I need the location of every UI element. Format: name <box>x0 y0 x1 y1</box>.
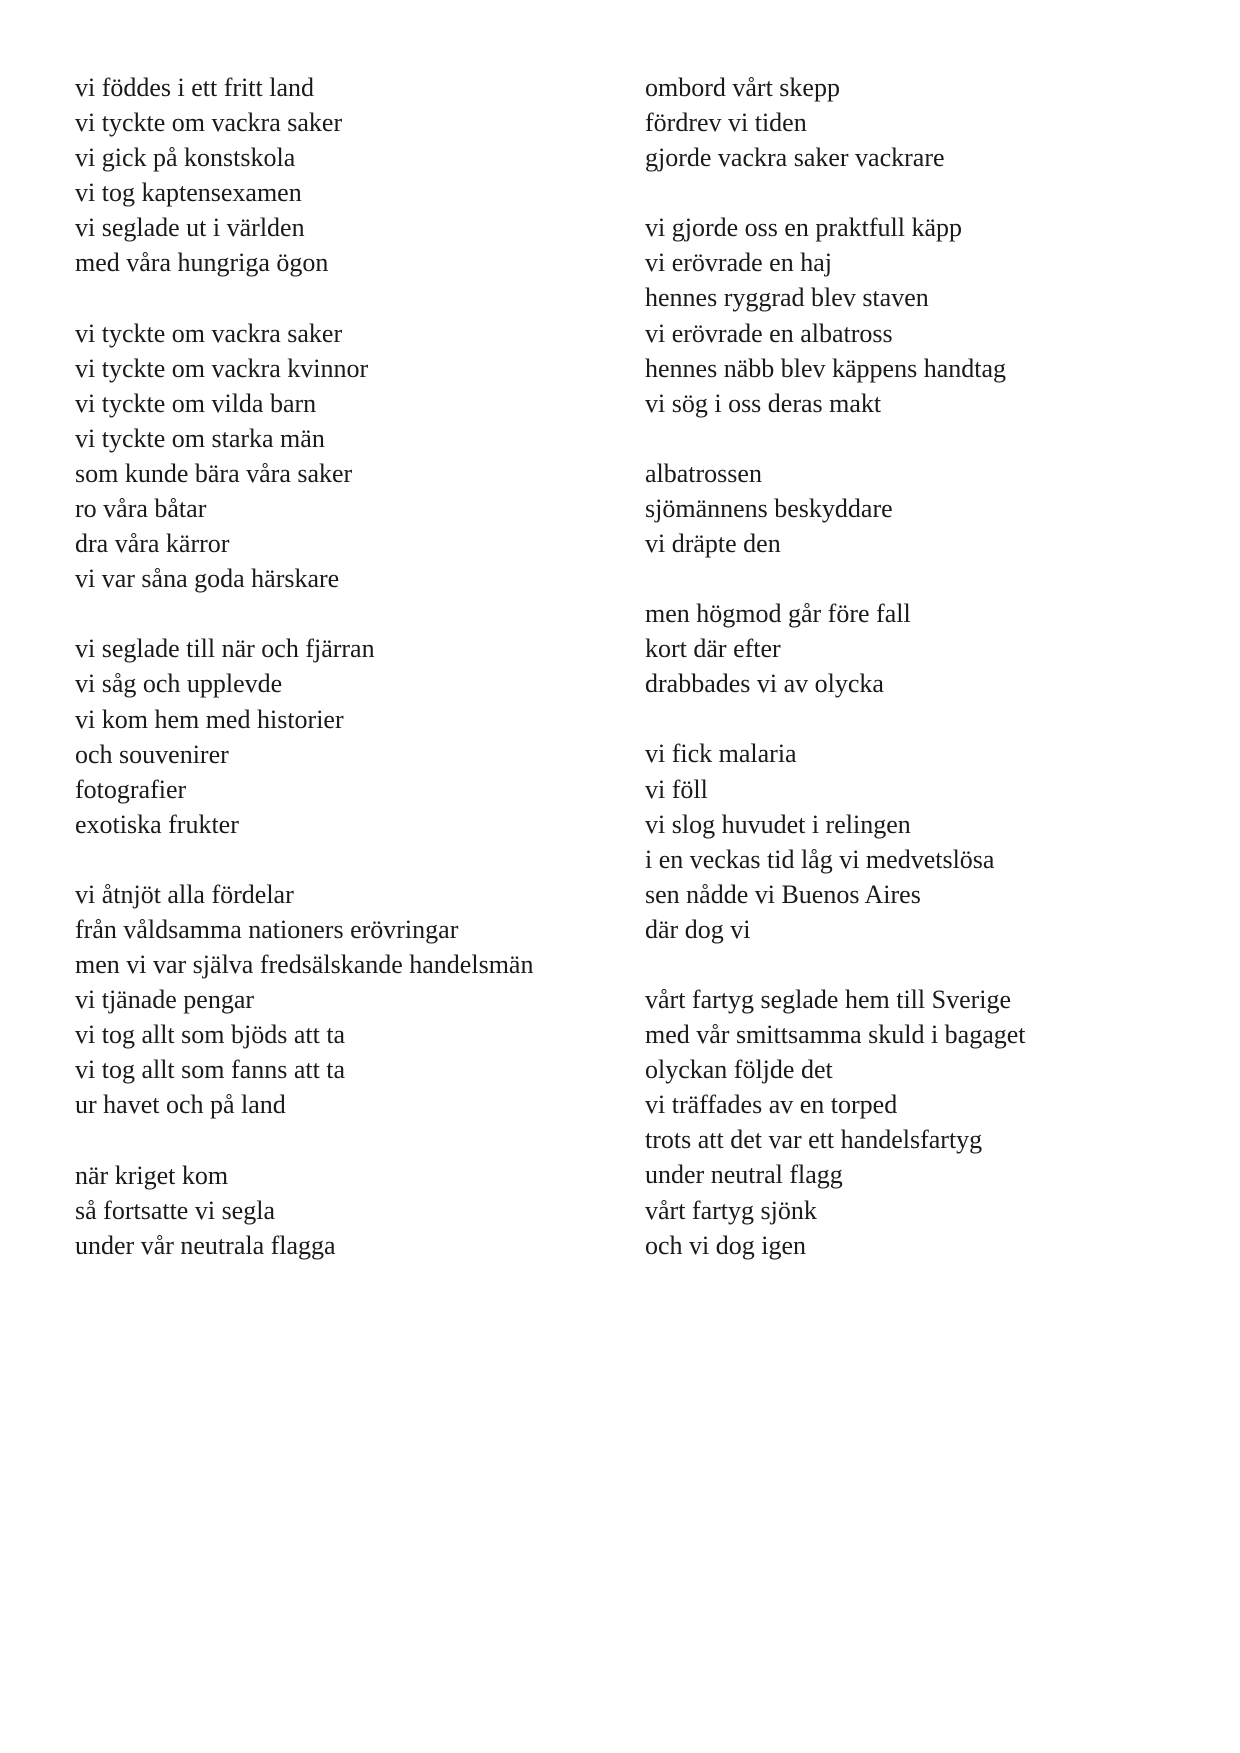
stanza <box>645 210 1205 421</box>
poem-line: vi dräpte den <box>645 529 781 559</box>
stanza <box>645 456 1205 561</box>
poem-line: vi tog allt som bjöds att ta <box>75 1020 346 1050</box>
poem-line: vi fick malaria <box>645 739 797 769</box>
poem-line: hennes ryggrad blev staven <box>645 283 929 313</box>
poem-line: hennes näbb blev käppens handtag <box>645 353 1007 383</box>
poem-line: vi sög i oss deras makt <box>645 388 882 418</box>
poem-line: vi tyckte om starka män <box>75 423 325 453</box>
poem-line: gjorde vackra saker vackrare <box>645 143 945 173</box>
poem-line: vi föll <box>645 774 708 804</box>
stanza <box>75 631 635 842</box>
poem-line: drabbades vi av olycka <box>645 669 884 699</box>
poem-line: kort där efter <box>645 634 781 664</box>
poem-line: olyckan följde det <box>645 1055 833 1085</box>
poem-line: vi kom hem med historier <box>75 704 344 734</box>
poem-line: vi tyckte om vackra kvinnor <box>75 353 369 383</box>
poem-line: vi var såna goda härskare <box>75 564 340 594</box>
poem-line: i en veckas tid låg vi medvetslösa <box>645 844 995 874</box>
stanza <box>75 316 635 597</box>
poem-line: under vår neutrala flagga <box>75 1230 336 1260</box>
poem-column-left <box>75 70 635 1298</box>
poem-line: och souvenirer <box>75 739 229 769</box>
poem-line: vi tog allt som fanns att ta <box>75 1055 346 1085</box>
poem-line: men högmod går före fall <box>645 599 911 629</box>
poem-line: vi tyckte om vilda barn <box>75 388 317 418</box>
poem-line: vi gjorde oss en praktfull käpp <box>645 213 962 243</box>
poem-line: trots att det var ett handelsfartyg <box>645 1125 983 1155</box>
poem-line: vi gick på konstskola <box>75 143 296 173</box>
poem-line: med våra hungriga ögon <box>75 248 329 278</box>
poem-line: och vi dog igen <box>645 1230 807 1260</box>
poem-line: från våldsamma nationers erövringar <box>75 914 459 944</box>
poem-line: vi såg och upplevde <box>75 669 283 699</box>
poem-column-right <box>645 70 1205 1298</box>
poem-line: men vi var själva fredsälskande handelsmän <box>75 950 534 980</box>
poem-line: sen nådde vi Buenos Aires <box>645 879 921 909</box>
poem-line: fotografier <box>75 774 187 804</box>
stanza <box>645 596 1205 701</box>
poem-line: albatrossen <box>645 458 762 488</box>
poem-line: vi seglade ut i världen <box>75 213 305 243</box>
poem-line: vi åtnjöt alla fördelar <box>75 879 294 909</box>
poem-line: vi tyckte om vackra saker <box>75 318 343 348</box>
stanza <box>645 982 1205 1263</box>
poem-line: ur havet och på land <box>75 1090 286 1120</box>
stanza <box>75 70 635 281</box>
poem-line: där dog vi <box>645 914 751 944</box>
poem-line: vi tyckte om vackra saker <box>75 108 343 138</box>
stanza <box>645 736 1205 947</box>
poem-line: dra våra kärror <box>75 529 230 559</box>
poem-line: sjömännens beskyddare <box>645 493 893 523</box>
poem-line: ombord vårt skepp <box>645 73 840 102</box>
stanza <box>75 877 635 1123</box>
poem-line: vi tog kaptensexamen <box>75 178 302 208</box>
poem-line: exotiska frukter <box>75 809 239 839</box>
poem-line: vi erövrade en albatross <box>645 318 893 348</box>
poem-line: vårt fartyg sjönk <box>645 1195 817 1225</box>
poem-line: så fortsatte vi segla <box>75 1195 275 1225</box>
poem-line: vi tjänade pengar <box>75 985 255 1015</box>
poem-line: när kriget kom <box>75 1160 229 1190</box>
poem-line: vårt fartyg seglade hem till Sverige <box>645 984 1012 1014</box>
poem-line: vi erövrade en haj <box>645 248 832 278</box>
poem-line: under neutral flagg <box>645 1160 843 1190</box>
stanza <box>75 1158 635 1263</box>
poem-line: fördrev vi tiden <box>645 108 807 138</box>
poem-line: vi träffades av en torped <box>645 1090 898 1120</box>
poem-line: vi föddes i ett fritt land <box>75 73 315 102</box>
poem-line: vi slog huvudet i relingen <box>645 809 911 839</box>
poem-line: med vår smittsamma skuld i bagaget <box>645 1020 1026 1050</box>
poem-line: vi seglade till när och fjärran <box>75 634 375 664</box>
poem-line: som kunde bära våra saker <box>75 458 353 488</box>
poem-line: ro våra båtar <box>75 494 207 524</box>
stanza <box>645 70 1205 175</box>
